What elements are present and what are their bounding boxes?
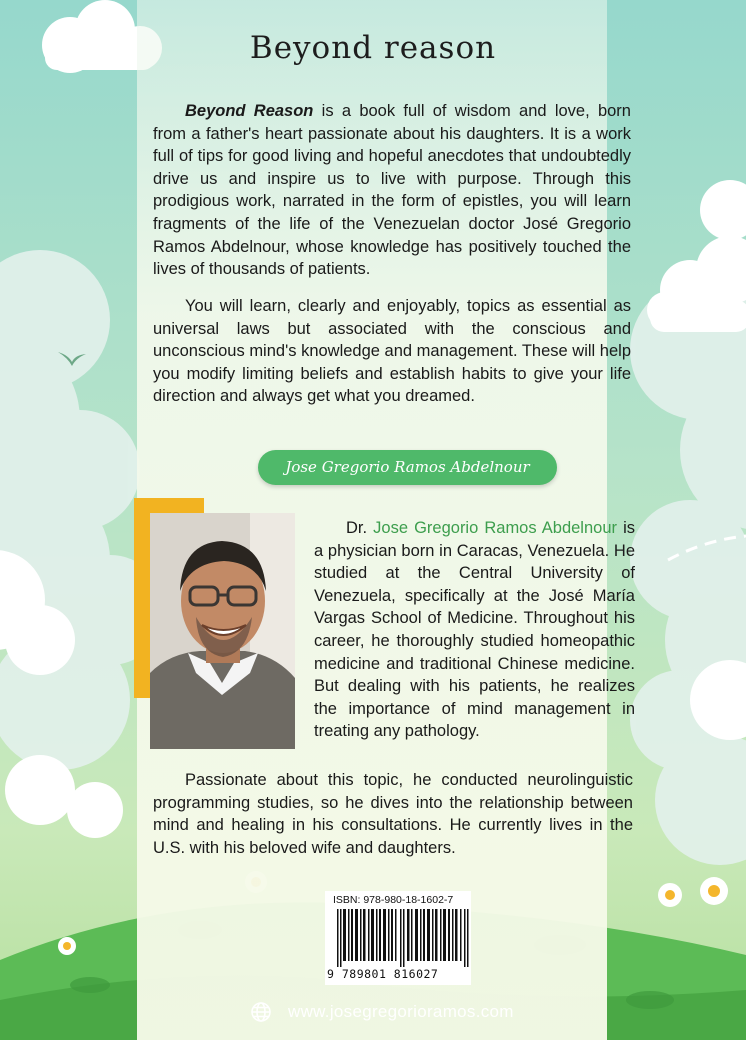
isbn-label: ISBN: 978-980-18-1602-7 xyxy=(333,894,454,906)
lessons-paragraph: You will learn, clearly and enjoyably, topics as essential as universal laws but associated with the conscious and unconscious mind's knowledge and management. These will help you modify limiting beliefs and establish habits to give your life direction and always get what you dreamed. xyxy=(153,297,631,406)
barcode xyxy=(337,909,469,967)
bio-prefix: Dr. xyxy=(346,519,374,537)
website-url[interactable]: www.josegregorioramos.com xyxy=(288,1002,514,1021)
author-photo xyxy=(150,513,295,749)
closing-paragraph: Passionate about this topic, he conducted neurolinguistic programming studies, so he dives into the relationship between mind and healing in his consultations. He currently lives in the U.S. with his beloved wife and daughters. xyxy=(153,771,633,857)
globe-icon xyxy=(250,1001,272,1023)
barcode-digits: 9 789801 816027 xyxy=(327,967,439,981)
bio-text: is a physician born in Caracas, Venezuela. He studied at the Central University of Venezuela, specifically at the José María Vargas School of Medicine. Throughout his career, he thoroughly studied homeopathic medicine and traditional Chinese medicine. But dealing with his patients, he realizes the importance of mind management in treating any pathology. xyxy=(314,519,635,741)
bio-paragraph xyxy=(314,517,635,743)
intro-text: is a book full of wisdom and love, born from a father's heart passionate about his daughters. It is a work full of tips for good living and hopeful anecdotes that undoubtedly drive us and inspire us to live with purpose. Through this prodigious work, narrated in the form of epistles, you will learn fragments of the life of the Venezuelan doctor José Gregorio Ramos Abdelnour, whose knowledge has positively touched the lives of thousands of patients. xyxy=(153,102,631,279)
intro-paragraph xyxy=(153,100,631,281)
book-name: Beyond Reason xyxy=(185,102,314,120)
bio-author-name: Jose Gregorio Ramos Abdelnour xyxy=(373,519,617,537)
book-title: Beyond reason xyxy=(249,30,497,66)
author-label: Jose Gregorio Ramos Abdelnour xyxy=(258,450,557,485)
